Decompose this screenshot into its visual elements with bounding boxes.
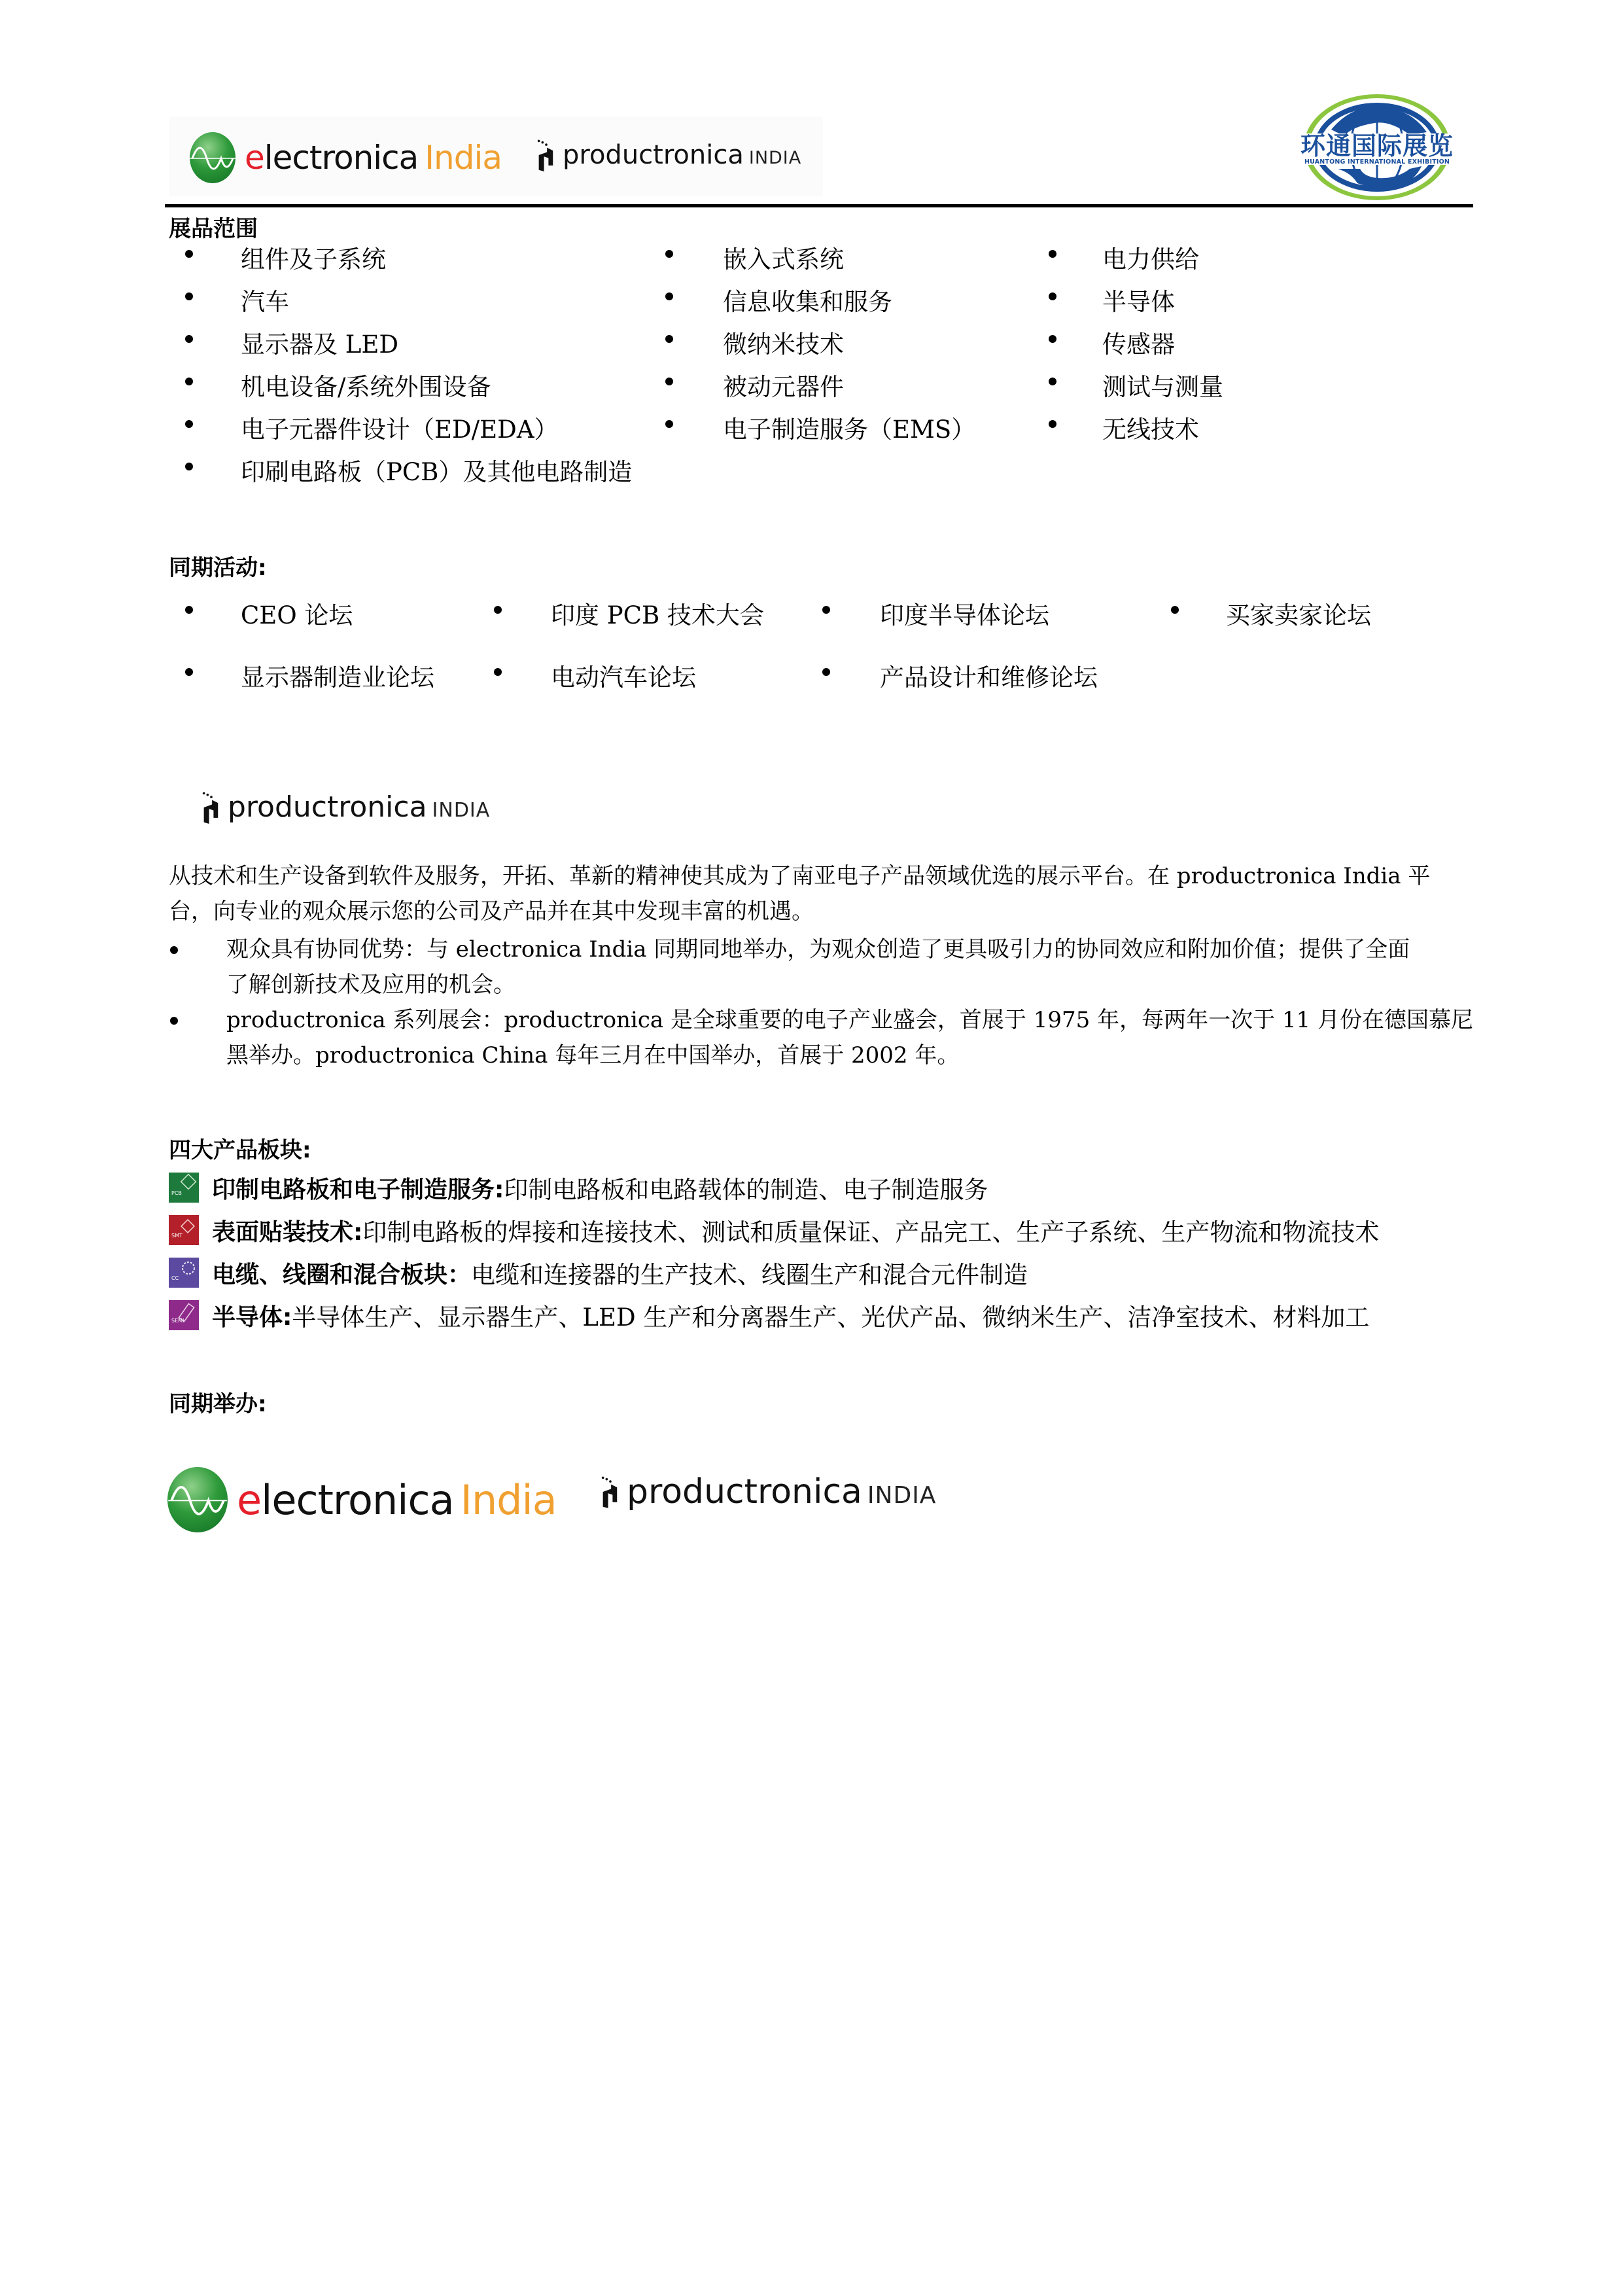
productronica-india-logo-section [201, 790, 490, 824]
bullet-icon [170, 1017, 178, 1025]
logo-india: India [425, 139, 502, 177]
svg-text:CC: CC [171, 1275, 179, 1281]
board-row-smt [169, 1212, 1379, 1248]
svg-text:SEMI: SEMI [171, 1318, 184, 1324]
electronica-india-logo [190, 132, 502, 183]
board-row-pcb [169, 1170, 988, 1205]
intro-line-2: 台，向专业的观众展示您的公司及产品并在其中发现丰富的机遇。 [169, 898, 814, 925]
co-located-title: 同期举办: [169, 1391, 267, 1417]
pcb-board-icon [169, 1173, 199, 1203]
productronica-india-logo [536, 139, 801, 171]
board-name: 电缆、线圈和混合板块： [212, 1261, 472, 1288]
logo-productronica: productronica [563, 140, 744, 170]
logo-india-caps: INDIA [432, 799, 491, 822]
concurrent-events-title: 同期活动: [169, 555, 267, 581]
logo-e: e [245, 139, 264, 177]
board-desc: 电缆和连接器的生产技术、线圈生产和混合元件制造 [471, 1261, 1028, 1289]
semiconductor-board-icon [169, 1300, 199, 1330]
productronica-mark-icon [536, 139, 556, 171]
productronica-mark-icon [201, 791, 221, 824]
svg-text:SMT: SMT [171, 1233, 183, 1239]
exhibit-scope-title: 展品范围 [169, 216, 258, 242]
productronica-bullet: productronica 系列展会：productronica 是全球重要的电子产业盛会，首展于 1975 年，每两年一次于 11 月份在德国慕尼 黑举办。productronica China 每年三月在中国举办，首展于 2002 年。 [169, 1002, 1477, 1073]
cc-board-icon [169, 1258, 199, 1288]
intro-line-1: 从技术和生产设备到软件及服务，开拓、革新的精神使其成为了南亚电子产品领域优选的展示平台。在 productronica India 平 [169, 863, 1431, 889]
electronica-india-logo-footer: electronica India [167, 1467, 557, 1532]
board-name: 印制电路板和电子制造服务: [212, 1176, 504, 1203]
board-name: 表面贴装技术: [212, 1218, 363, 1246]
productronica-india-logo-footer: productronica INDIA [601, 1472, 936, 1511]
logo-lectronica: lectronica [264, 139, 419, 177]
board-desc: 半导体生产、显示器生产、LED 生产和分离器生产、光伏产品、微纳米生产、洁净室技术、材料加工 [292, 1303, 1370, 1332]
electronica-globe-icon [190, 132, 236, 183]
bullet-icon [170, 946, 178, 954]
board-row-semi [169, 1298, 1369, 1333]
electronica-globe-icon [167, 1467, 228, 1532]
logo-india-caps: INDIA [748, 148, 802, 168]
board-desc: 印制电路板的焊接和连接技术、测试和质量保证、产品完工、生产子系统、生产物流和物流技术 [362, 1218, 1380, 1246]
huantong-en-name: HUANTONG INTERNATIONAL EXHIBITION [1304, 158, 1450, 166]
smt-board-icon [169, 1215, 199, 1245]
board-row-cc [169, 1255, 1028, 1290]
product-boards-title: 四大产品板块: [169, 1137, 311, 1163]
productronica-intro [169, 858, 1477, 929]
svg-text:PCB: PCB [171, 1190, 182, 1196]
board-desc: 印制电路板和电路载体的制造、电子制造服务 [504, 1176, 988, 1204]
logo-productronica: productronica [228, 790, 427, 824]
productronica-bullet: 观众具有协同优势：与 electronica India 同期同地举办，为观众创造了更具吸引力的协同效应和附加价值；提供了全面 了解创新技术及应用的机会。 [169, 932, 1477, 1002]
header-divider [165, 204, 1473, 207]
huantong-logo [1299, 92, 1456, 203]
board-name: 半导体: [212, 1303, 292, 1331]
huantong-cn-name: 环通国际展览 [1300, 131, 1454, 160]
productronica-mark-icon [601, 1475, 620, 1508]
